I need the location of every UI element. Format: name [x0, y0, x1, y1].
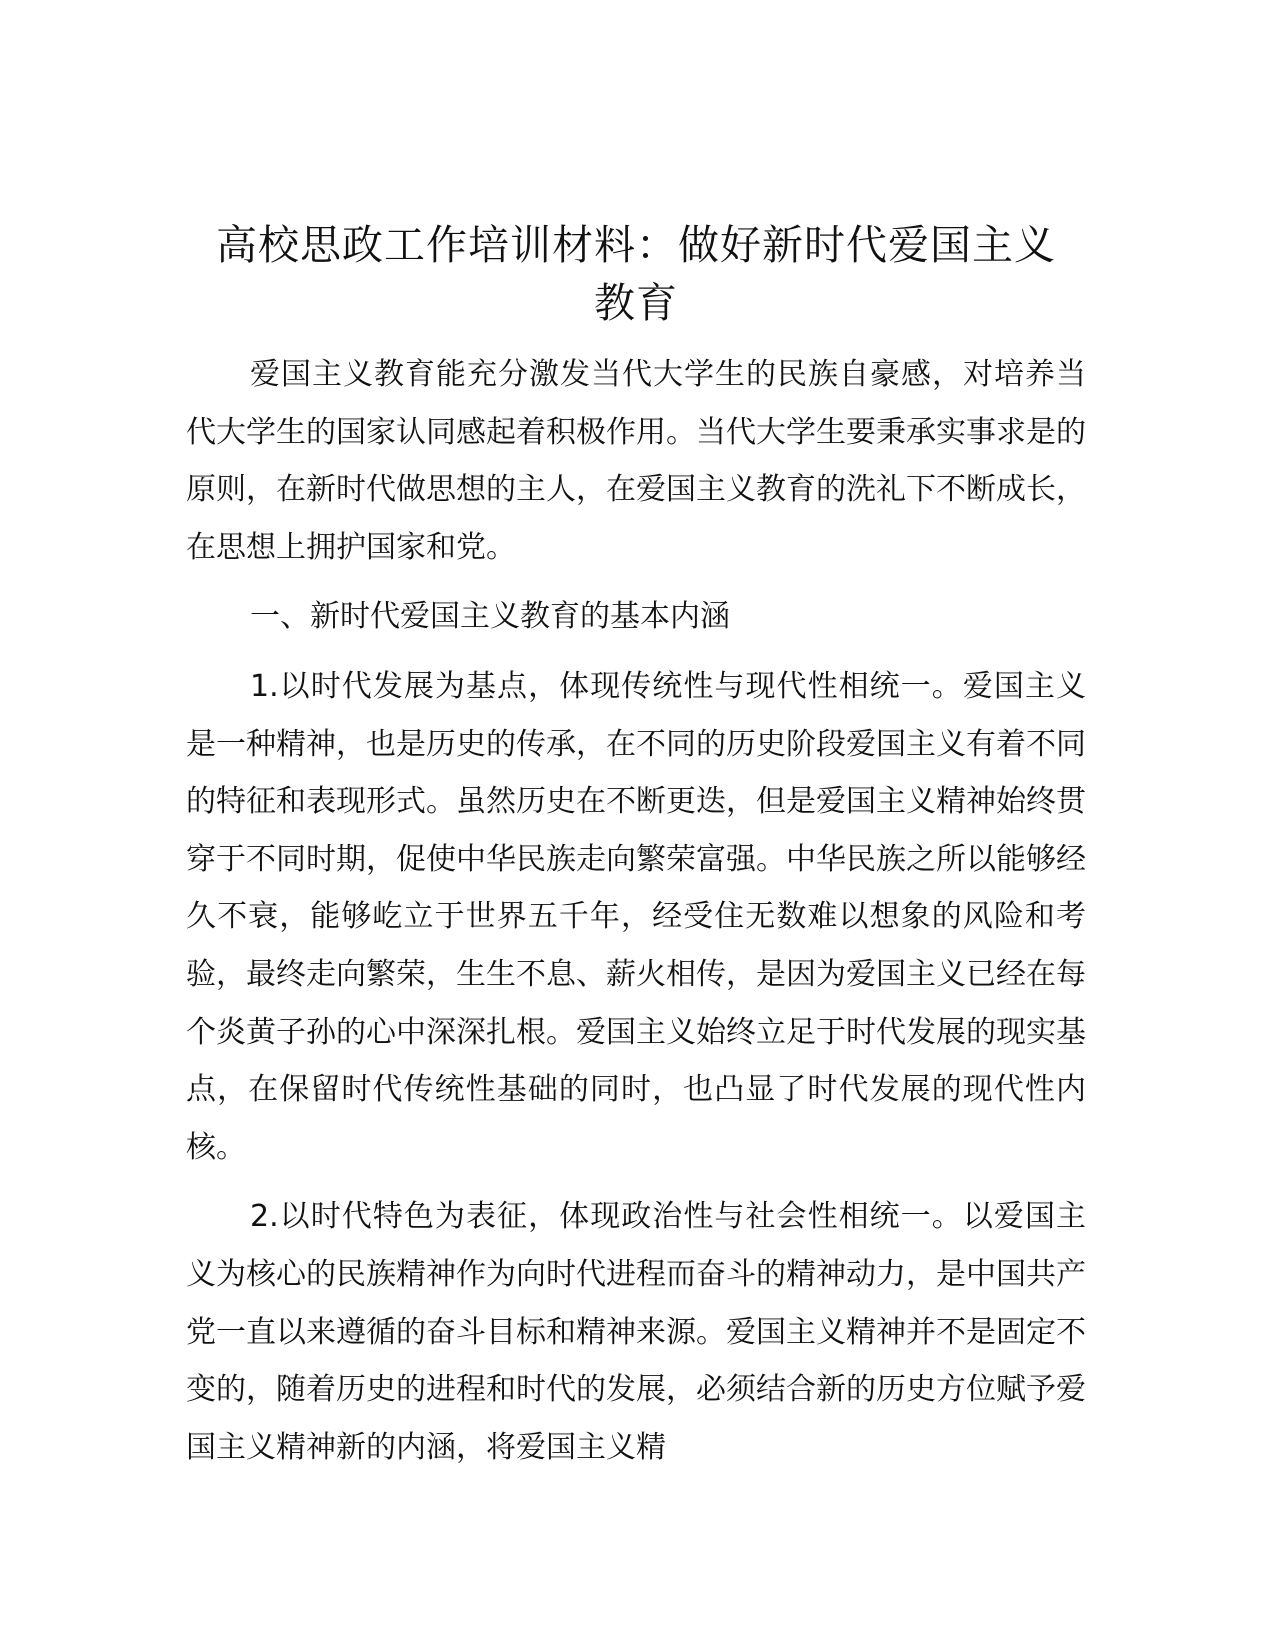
point-2-paragraph: 2.以时代特色为表征，体现政治性与社会性相统一。以爱国主义为核心的民族精神作为向时代进程而奋斗的精神动力，是中国共产党一直以来遵循的奋斗目标和精神来源。爱国主义精神并不是固定不变的，随着历史的进程和时代的发展，必须结合新的历史方位赋予爱国主义精神新的内涵，将爱国主义精 [186, 1199, 1086, 1465]
title-line-2: 教育 [594, 279, 678, 327]
document-page [186, 216, 1086, 1488]
point-1-paragraph: 1.以时代发展为基点，体现传统性与现代性相统一。爱国主义是一种精神，也是历史的传承，在不同的历史阶段爱国主义有着不同的特征和表现形式。虽然历史在不断更迭，但是爱国主义精神始终贯穿于不同时期，促使中华民族走向繁荣富强。中华民族之所以能够经久不衰，能够屹立于世界五千年，经受住无数难以想象的风险和考验，最终走向繁荣，生生不息、薪火相传，是因为爱国主义已经在每个炎黄子孙的心中深深扎根。爱国主义始终立足于时代发展的现实基点，在保留时代传统性基础的同时，也凸显了时代发展的现代性内核。 [186, 668, 1086, 1165]
document-title [186, 216, 1086, 332]
title-line-1: 高校思政工作培训材料：做好新时代爱国主义 [216, 221, 1056, 269]
intro-paragraph: 爱国主义教育能充分激发当代大学生的民族自豪感，对培养当代大学生的国家认同感起着积极作用。当代大学生要秉承实事求是的原则，在新时代做思想的主人，在爱国主义教育的洗礼下不断成长，在思想上拥护国家和党。 [186, 357, 1086, 565]
section-heading: 一、新时代爱国主义教育的基本内涵 [250, 599, 730, 635]
